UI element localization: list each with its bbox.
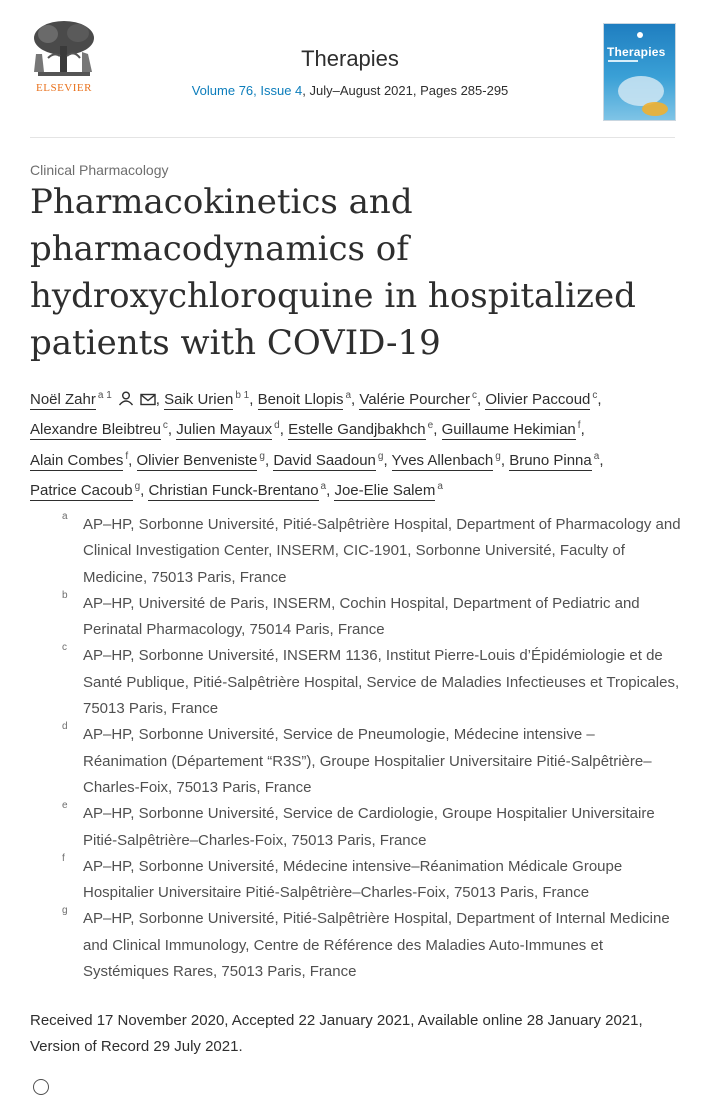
author-separator: , — [477, 391, 482, 408]
author-name[interactable]: Valérie Pourcher — [359, 391, 470, 408]
author-separator: , — [433, 421, 438, 439]
author-link[interactable] — [258, 391, 356, 408]
affiliation-item — [62, 512, 682, 591]
author-separator: , — [326, 481, 331, 499]
elsevier-tree-icon — [28, 18, 100, 80]
author-name[interactable]: Guillaume Hekimian — [441, 421, 576, 439]
author-link[interactable] — [359, 391, 481, 408]
journal-meta — [150, 83, 550, 98]
author-affiliation-marker: g — [377, 450, 384, 462]
author-affiliation-marker: c — [472, 390, 477, 401]
author-link[interactable] — [509, 452, 603, 469]
author-link[interactable] — [30, 452, 132, 469]
author-link[interactable] — [176, 421, 284, 438]
author-name[interactable]: Christian Funck-Brentano — [148, 481, 319, 499]
affiliation-list — [62, 512, 682, 985]
author-link[interactable] — [137, 452, 270, 469]
publisher-name: ELSEVIER — [36, 82, 92, 94]
affiliation-label: c — [62, 642, 67, 654]
author-name[interactable]: David Saadoun — [273, 451, 376, 469]
author-link[interactable] — [164, 391, 253, 408]
cover-strip — [608, 60, 638, 62]
affiliation-label: d — [62, 721, 68, 733]
person-icon[interactable] — [118, 391, 134, 406]
affiliation-label: a — [62, 511, 68, 522]
author-separator: , — [249, 391, 254, 408]
issue-date-pages: , July–August 2021, Pages 285-295 — [302, 83, 509, 98]
author-name[interactable]: Alain Combes — [30, 451, 124, 469]
article-title: Pharmacokinetics and pharmacodynamics of hydroxychloroquine in hospitalized patients with COVID-19 — [30, 182, 636, 363]
author-name[interactable]: Olivier Benveniste — [136, 451, 258, 469]
circle-icon[interactable] — [33, 1079, 49, 1095]
cover-art-accent — [642, 102, 668, 116]
author-affiliation-marker: a 1 — [97, 390, 112, 401]
author-affiliation-marker: g — [134, 480, 141, 492]
author-link[interactable] — [288, 421, 437, 438]
author-name[interactable]: Alexandre Bleibtreu — [30, 421, 161, 439]
author-affiliation-marker: f — [577, 420, 581, 432]
author-affiliation-marker: g — [259, 450, 265, 462]
author-name[interactable]: Olivier Paccoud — [485, 391, 591, 408]
author-link[interactable] — [442, 421, 585, 438]
affiliation-text: AP–HP, Sorbonne Université, Pitié-Salpêtrière Hospital, Department of Internal Medicine and Clinical Immunology, Centre de Référence des Maladies Auto-Immunes et Systémiques Rares, 75013 Paris, France — [83, 910, 670, 981]
affiliation-text: AP–HP, Université de Paris, INSERM, Cochin Hospital, Department of Pediatric and Perinatal Pharmacology, 75014 Paris, France — [83, 594, 640, 639]
author-affiliation-marker: b 1 — [235, 390, 250, 401]
elsevier-logo[interactable] — [28, 18, 100, 100]
author-name[interactable]: Yves Allenbach — [391, 451, 494, 469]
affiliation-label: g — [62, 905, 68, 917]
author-separator: , — [279, 421, 284, 439]
author-link[interactable] — [30, 482, 144, 499]
affiliation-text: AP–HP, Sorbonne Université, Médecine intensive–Réanimation Médicale Groupe Hospitalier Universitaire Pitié-Salpêtrière–Charles-Foix, 75013 Paris, France — [83, 857, 623, 902]
affiliation-label: b — [62, 589, 68, 601]
author-name[interactable]: Bruno Pinna — [509, 451, 592, 469]
author-link[interactable] — [148, 482, 330, 499]
journal-cover[interactable] — [603, 23, 676, 121]
author-separator: , — [599, 451, 604, 469]
author-separator: , — [167, 421, 173, 439]
author-name[interactable]: Benoit Llopis — [257, 391, 344, 408]
affiliation-item — [62, 591, 682, 644]
author-list — [30, 383, 680, 504]
affiliation-label: e — [62, 800, 68, 812]
author-affiliation-marker: c — [592, 390, 598, 401]
author-affiliation-marker: a — [345, 390, 352, 401]
author-link[interactable] — [392, 452, 505, 469]
author-name[interactable]: Patrice Cacoub — [30, 481, 133, 499]
author-separator: , — [140, 481, 145, 499]
author-separator: , — [351, 391, 356, 408]
author-name[interactable]: Noël Zahr — [30, 391, 96, 408]
affiliation-item — [62, 722, 682, 801]
author-name[interactable]: Joe-Elie Salem — [334, 481, 436, 499]
author-affiliation-marker: d — [274, 420, 280, 432]
author-separator: , — [500, 451, 506, 469]
author-separator: , — [128, 451, 133, 469]
header-divider — [30, 137, 675, 138]
affiliation-item — [62, 906, 682, 985]
author-separator: , — [264, 451, 270, 469]
author-name[interactable]: Julien Mayaux — [176, 421, 273, 439]
author-affiliation-marker: f — [125, 450, 129, 462]
author-affiliation-marker: c — [162, 420, 168, 432]
affiliation-text: AP–HP, Sorbonne Université, INSERM 1136, Institut Pierre-Louis d’Épidémiologie et de Santé Publique, Pitié-Salpêtrière Hospital, Service de Maladies Infectieuses et Tropicales, 75013 Paris, France — [83, 647, 680, 718]
author-separator: , — [580, 421, 585, 439]
author-name[interactable]: Estelle Gandjbakhch — [288, 421, 426, 439]
author-link[interactable] — [485, 391, 601, 408]
cover-dot — [637, 32, 643, 38]
journal-title[interactable]: Therapies — [301, 46, 399, 71]
author-affiliation-marker: a — [593, 450, 600, 462]
author-separator: , — [597, 391, 602, 408]
affiliation-item — [62, 643, 682, 722]
author-affiliation-marker: a — [320, 480, 327, 492]
author-link[interactable] — [30, 391, 160, 408]
author-affiliation-marker: a — [437, 480, 443, 492]
article-history: Received 17 November 2020, Accepted 22 January 2021, Available online 28 January 2021, Version of Record 29 July 2021. — [30, 1012, 643, 1056]
affiliation-text: AP–HP, Sorbonne Université, Service de Cardiologie, Groupe Hospitalier Universitaire Pitié-Salpêtrière–Charles-Foix, 75013 Paris, France — [83, 805, 655, 849]
affiliation-text: AP–HP, Sorbonne Université, Service de Pneumologie, Médecine intensive – Réanimation (Département “R3S”), Groupe Hospitalier Universitaire Pitié-Salpêtrière–Charles-Foix, 75013 Paris, France — [83, 726, 652, 796]
author-affiliation-marker: g — [495, 450, 501, 462]
affiliation-text: AP–HP, Sorbonne Université, Pitié-Salpêtrière Hospital, Department of Pharmacology and Clinical Investigation Center, INSERM, CIC-1901, Sorbonne Université, Faculty of Medicine, 75013 Paris, France — [83, 516, 681, 586]
author-separator: , — [383, 451, 388, 469]
volume-issue-link[interactable]: Volume 76, Issue 4 — [191, 83, 303, 98]
author-link[interactable] — [30, 421, 172, 438]
affiliation-item — [62, 854, 682, 907]
author-affiliation-marker: e — [427, 420, 434, 432]
envelope-icon[interactable] — [140, 393, 156, 406]
affiliation-item — [62, 801, 682, 854]
affiliation-label: f — [62, 852, 65, 864]
cover-title: Therapies — [607, 45, 666, 59]
article-section: Clinical Pharmacology — [30, 162, 169, 178]
author-separator: , — [155, 391, 160, 408]
author-link[interactable] — [273, 452, 387, 469]
author-name[interactable]: Saik Urien — [164, 391, 234, 408]
author-link[interactable] — [334, 482, 442, 499]
